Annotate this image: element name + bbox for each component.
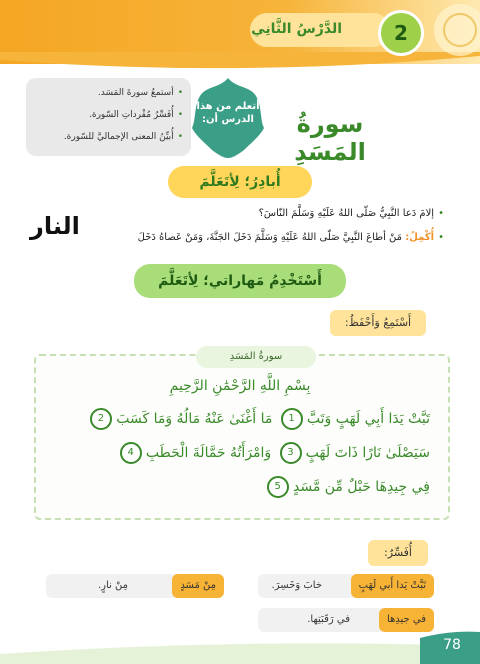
ayah-number: 1 bbox=[281, 408, 303, 430]
page-title: سورةُ المَسَدِ bbox=[294, 110, 366, 166]
page-number: 78 bbox=[443, 637, 461, 653]
objective-item: • أُفَسِّرُ مُفْرداتِ السّورة. bbox=[89, 110, 183, 120]
vocab-meaning: مِنْ نارٍ. bbox=[98, 580, 128, 591]
verse-text: سَيَصْلَىٰ نَارًا ذَاتَ لَهَبٍ bbox=[305, 445, 430, 461]
lesson-label: الدَّرْسُ الثَّانِي bbox=[251, 21, 342, 37]
lesson-number: 2 bbox=[378, 10, 424, 56]
vocab-term: في جيدِها bbox=[379, 608, 434, 632]
warmup-question-2 bbox=[138, 232, 444, 243]
explain-label: أُفَسِّرُ: bbox=[368, 540, 428, 566]
verse-text: فِي جِيدِهَا حَبْلٌ مِّن مَّسَدٍ bbox=[292, 479, 430, 495]
bullet-icon: • bbox=[438, 208, 444, 219]
objectives-box bbox=[26, 78, 191, 156]
ayah-number: 5 bbox=[267, 476, 289, 498]
complete-prefix: أُكْمِلُ: bbox=[405, 232, 435, 243]
vocab-term: تَبَّتْ يَدا أَبي لَهَبٍ bbox=[351, 574, 434, 598]
footer-wave bbox=[0, 624, 480, 664]
objective-item: • أستمعُ سورةَ المَسَد. bbox=[98, 88, 183, 98]
bullet-icon: • bbox=[438, 232, 444, 243]
verse-text: مَا أَغْنَىٰ عَنْهُ مَالُهُ وَمَا كَسَبَ bbox=[116, 411, 273, 427]
question-text: مَنْ أطاعَ النَّبِيَّ صَلّى اللهُ عَلَيْهِ وَسَلَّمَ دَخَلَ الجَنَّةَ، وَمَنْ عَصاهُ دَخَلَ bbox=[137, 232, 403, 243]
learn-badge-text: أتعلم من هذا الدرس أن: bbox=[196, 101, 260, 125]
lesson-label-pill bbox=[250, 13, 390, 47]
objective-item: • أُبيِّنُ المعنى الإجماليَّ للسّورة. bbox=[64, 132, 183, 142]
verse-text: وَامْرَأَتُهُ حَمَّالَةَ الْحَطَبِ bbox=[145, 445, 272, 461]
verse-line-2 bbox=[116, 442, 430, 464]
handwritten-answer: النار bbox=[30, 212, 80, 240]
warmup-question-1 bbox=[259, 208, 444, 219]
verse-line-3 bbox=[263, 476, 430, 498]
vocab-meaning: خابَ وَخَسِرَ. bbox=[271, 580, 322, 591]
verse-text: تَبَّتْ يَدَا أَبِي لَهَبٍ وَتَبَّ bbox=[306, 411, 430, 427]
vocab-term: مِنْ مَسَدٍ bbox=[172, 574, 224, 598]
vocab-meaning: في رَقَبَتِها. bbox=[307, 614, 350, 625]
ayah-number: 3 bbox=[280, 442, 302, 464]
surah-tab: سورةُ المَسَدِ bbox=[196, 346, 316, 368]
question-text: إلامَ دَعا النَّبِيُّ صَلّى اللهُ عَلَيْهِ وَسَلَّمَ النّاسَ؟ bbox=[258, 208, 435, 219]
verse-line-1 bbox=[86, 408, 430, 430]
ayah-number: 2 bbox=[90, 408, 112, 430]
warmup-banner: أُبادِرُ؛ لِأتَعَلَّمَ bbox=[168, 166, 312, 198]
vocab-row bbox=[258, 574, 434, 598]
skills-banner: أَسْتَخْدِمُ مَهاراتي؛ لِأتَعَلَّمَ bbox=[134, 264, 346, 298]
basmala: بِسْمِ اللَّهِ الرَّحْمَٰنِ الرَّحِيمِ bbox=[169, 378, 311, 394]
header-ornament-icon bbox=[420, 0, 480, 64]
header-wave bbox=[0, 52, 480, 74]
vocab-row bbox=[46, 574, 224, 598]
ayah-number: 4 bbox=[120, 442, 142, 464]
listen-label: أَسْتَمِعُ وَأَحْفَظُ: bbox=[330, 310, 426, 336]
